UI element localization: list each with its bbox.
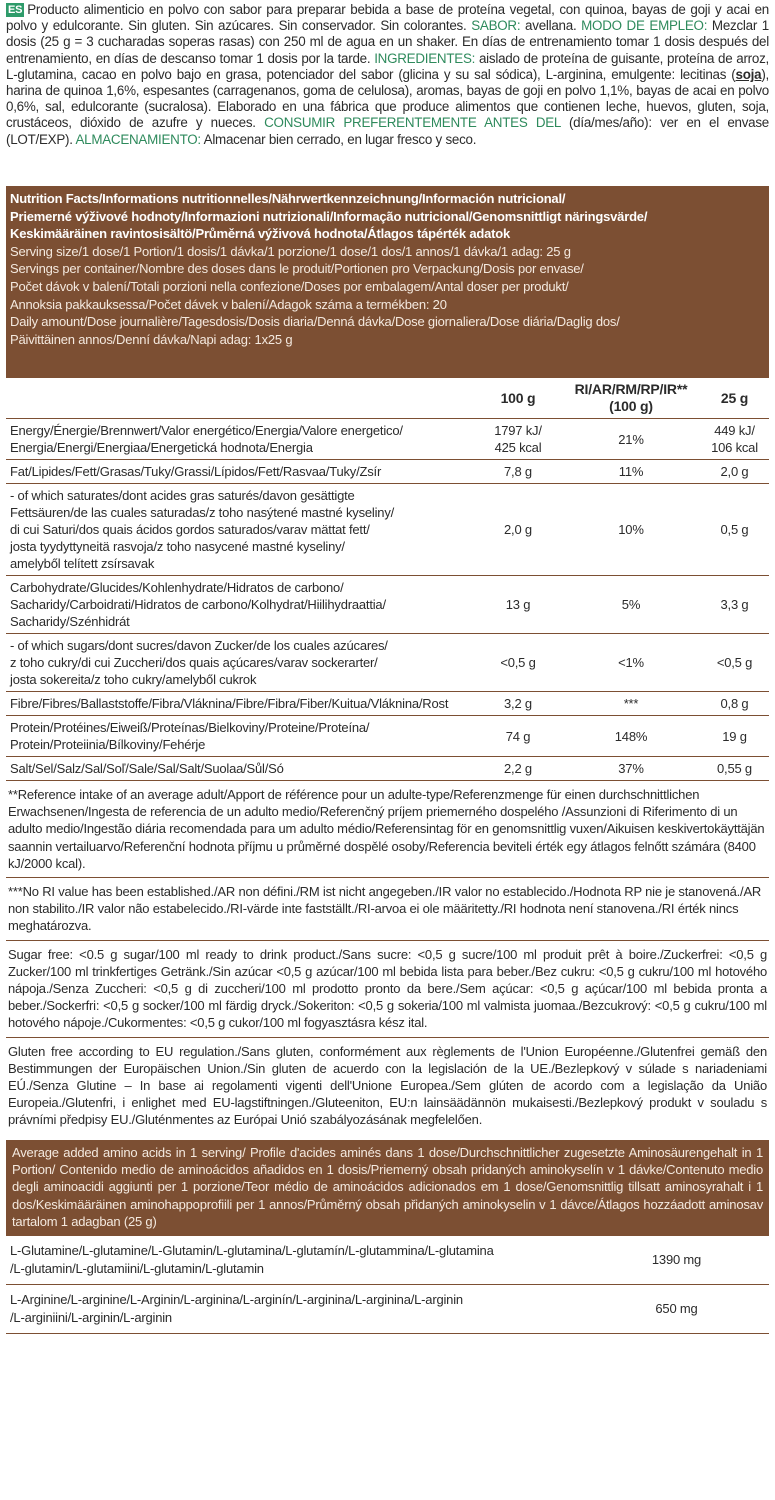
value-per-serving: 0,8 g xyxy=(700,692,769,716)
nutrient-name: Salt/Sel/Salz/Sal/Soľ/Sale/Sal/Salt/Suolaa/Sůl/Só xyxy=(6,757,474,781)
amino-acid-amount: 650 mg xyxy=(584,1284,769,1333)
no-ri-note: ***No RI value has been established./AR non défini./RM ist nicht angegeben./IR valor no establecido./Hodnota RP nie je stanovená./AR non stabilito./IR valor não estabelecido./RI-värde inte fastställt./RI-arvoa ei ole määritetty./RI hodnota není stanovena./RI érték nincs meghatározva. xyxy=(6,878,769,941)
best-before-label: CONSUMIR PREFERENTEMENTE ANTES DEL xyxy=(264,115,561,131)
amino-acid-row xyxy=(6,1236,769,1285)
value-per-serving: 3,3 g xyxy=(700,576,769,634)
nutrition-title-2: Priemerné výživové hodnoty/Informazioni nutrizionali/Informação nutricional/Genomsnittligt näringsvärde/ xyxy=(10,208,648,224)
amino-acid-header-box: Average added amino acids in 1 serving/ Profile d'acides aminés dans 1 dose/Durchschnittlicher zugesetzte Aminosäurengehalt in 1 Portion/ Contenido medio de aminoácidos añadidos en 1 dosis/Priemerný obsah pridaných aminokyselín v 1 dávke/Contenuto medio degli aminoacidi aggiunti per 1 porzione/Teor médio de aminoácidos adicionados em 1 dose/Genomsnittlig tillsatt aminosyrahalt i 1 dos/Keskimääräinen aminohappoprofiili per 1 annos/Průměrný obsah přidaných aminokyselin v 1 dávce/Átlagos hozzáadott aminosav tartalom 1 adagban (25 g) xyxy=(6,1140,769,1236)
reference-intake-percent: 5% xyxy=(562,576,700,634)
value-per-100g: 2,2 g xyxy=(474,757,562,781)
nutrient-name: Carbohydrate/Glucides/Kohlenhydrate/Hidratos de carbono/ Sacharidy/Carboidrati/Hidratos de carbono/Kolhydrat/Hiilihydraattia/ Sacharidy/Szénhidrát xyxy=(6,576,474,634)
nutrient-name: Energy/Énergie/Brennwert/Valor energético/Energia/Valore energetico/ Energia/Energi/Energiaa/Energetická hodnota/Energia xyxy=(6,419,474,460)
reference-intake-percent: <1% xyxy=(562,634,700,692)
daily-line-1: Daily amount/Dose journalière/Tagesdosis/Dosis diaria/Denná dávka/Dose giornaliera/Dose diária/Daglig dos/ xyxy=(10,314,620,330)
ingredients-text-b: ), harina de quinoa 1,6%, espesantes (carragenanos, goma de celulosa), aromas, bayas de goji en polvo 1,1%, bayas de acai en polvo 0,6%, sal, edulcorante (sucralosa). Elaborado en una fábrica que produce alimentos que contienen leche, huevos, gluten, soja, crustáceos, dióxido de azufre y nueces. xyxy=(6,66,769,131)
amino-acid-table xyxy=(6,1236,769,1334)
reference-intake-note: **Reference intake of an average adult/Apport de référence pour un adulte-type/Referenzmenge für einen durchschnittlichen Erwachsenen/Ingesta de referencia de un adulto medio/Referenčný príjem priemerného dospelého /Assunzioni di Riferimento di un adulto medio/Ingestão diária recomendada para um adulto médio/Referensintag för en genomsnittlig vuxen/Aikuisen keskivertokäyttäjän saannin vertailuarvo/Referenční hodnota příjmu u průměrné dospělé osoby/Referencia beviteli érték egy átlagos felnőtt számára (8400 kJ/2000 kcal). xyxy=(6,781,769,878)
nutrient-name: Fibre/Fibres/Ballaststoffe/Fibra/Vláknina/Fibre/Fibra/Fiber/Kuitua/Vláknina/Rost xyxy=(6,692,474,716)
reference-intake-percent: 11% xyxy=(562,460,700,484)
ingredients-label: INGREDIENTES: xyxy=(374,50,476,66)
nutrition-row xyxy=(6,634,769,692)
amino-acid-row xyxy=(6,1284,769,1333)
nutrition-row xyxy=(6,460,769,484)
servings-line-1: Servings per container/Nombre des doses dans le produit/Portionen pro Verpackung/Dosis por envase/ xyxy=(10,261,584,277)
column-header xyxy=(6,378,474,419)
value-per-100g: 2,0 g xyxy=(474,484,562,576)
value-per-100g: 1797 kJ/ 425 kcal xyxy=(474,419,562,460)
servings-line-2: Počet dávok v balení/Totali porzioni nella confezione/Doses por embalagem/Antal doser per produkt/ xyxy=(10,278,569,294)
storage-label: ALMACENAMIENTO: xyxy=(75,131,201,147)
value-per-serving: 2,0 g xyxy=(700,460,769,484)
value-per-100g: 3,2 g xyxy=(474,692,562,716)
reference-intake-percent: 21% xyxy=(562,419,700,460)
value-per-100g: 7,8 g xyxy=(474,460,562,484)
reference-intake-percent: 37% xyxy=(562,757,700,781)
nutrition-row xyxy=(6,419,769,460)
nutrition-header-box xyxy=(6,186,769,378)
value-per-100g: 74 g xyxy=(474,716,562,757)
allergen-soja: soja xyxy=(735,66,762,82)
nutrition-row xyxy=(6,757,769,781)
ingredients-text-a: aislado de proteína de guisante, proteína de arroz, L-glutamina, cacao en polvo bajo en grasa, potenciador del sabor (glicina y su sal sódica), L-arginina, emulgente: lecitinas ( xyxy=(6,50,769,82)
amino-acid-name: L-Glutamine/L-glutamine/L-Glutamin/L-glutamina/L-glutamín/L-glutammina/L-glutamina /L-glutamin/L-glutamiini/L-glutamin/L-glutamin xyxy=(6,1236,584,1285)
value-per-100g: <0,5 g xyxy=(474,634,562,692)
value-per-serving: 19 g xyxy=(700,716,769,757)
nutrition-table xyxy=(6,378,769,781)
nutrition-row xyxy=(6,484,769,576)
amino-acid-amount: 1390 mg xyxy=(584,1236,769,1285)
serving-size: Serving size/1 dose/1 Portion/1 dosis/1 dávka/1 porzione/1 dose/1 dos/1 annos/1 dávka/1 adag: 25 g xyxy=(10,243,571,259)
column-header: RI/AR/RM/RP/IR** (100 g) xyxy=(562,378,700,419)
nutrient-name: - of which saturates/dont acides gras saturés/davon gesättigte Fettsäuren/de las cuales saturadas/z toho nasýtené mastné kyseliny/ di cui Saturi/dos quais ácidos gordos saturados/varav mättat fett/ josta tyydyttyneitä rasvoja/z toho nasycené mastné kyseliny/ amelyből telített zsírsavak xyxy=(6,484,474,576)
column-header: 25 g xyxy=(700,378,769,419)
language-badge-es: ES xyxy=(8,4,23,16)
servings-line-3: Annoksia pakkauksessa/Počet dávek v balení/Adagok száma a termékben: 20 xyxy=(10,296,447,312)
nutrition-table-header xyxy=(6,378,769,419)
nutrient-name: Fat/Lipides/Fett/Grasas/Tuky/Grassi/Lípidos/Fett/Rasvaa/Tuky/Zsír xyxy=(6,460,474,484)
value-per-serving: 449 kJ/ 106 kcal xyxy=(700,419,769,460)
best-before-value: (día/mes/año): ver en el envase (LOT/EXP). xyxy=(6,115,769,147)
reference-intake-percent: 10% xyxy=(562,484,700,576)
sugar-free-note: Sugar free: <0.5 g sugar/100 ml ready to drink product./Sans sucre: <0,5 g sucre/100 ml produit prêt à boire./Zuckerfrei: <0,5 g Zucker/100 ml trinkfertiges Getränk./Sin azúcar <0,5 g azúcar/100 ml bebida lista para beber./Bez cukru: <0,5 g cukru/100 ml hotového nápoja./Senza Zuccheri: <0,5 g di zuccheri/100 ml prodotto pronto da bere./Sem açúcar: <0,5 g açúcar/100 ml bebida pronta a beber./Sockerfri: <0,5 g socker/100 ml färdig dryck./Sokeriton: <0,5 g sokeria/100 ml valmista juomaa./Bezcukrový: <0,5 g cukru/100 ml hotového nápoje./Cukormentes: <0,5 g cukor/100 ml fogyasztásra kész ital. xyxy=(6,941,769,1038)
usage-label: MODO DE EMPLEO: xyxy=(581,18,708,34)
nutrition-row xyxy=(6,576,769,634)
value-per-serving: <0,5 g xyxy=(700,634,769,692)
nutrient-name: Protein/Protéines/Eiweiß/Proteínas/Bielkoviny/Proteine/Proteína/ Protein/Proteiinia/Bílkoviny/Fehérje xyxy=(6,716,474,757)
storage-value: Almacenar bien cerrado, en lugar fresco y seco. xyxy=(200,131,477,147)
reference-intake-percent: *** xyxy=(562,692,700,716)
nutrition-row xyxy=(6,692,769,716)
gluten-free-note: Gluten free according to EU regulation./Sans gluten, conformément aux règlements de l'Union Européenne./Glutenfrei gemäß den Bestimmungen der Europäischen Union./Sin gluten de acuerdo con la legislación de la UE./Bezlepkový v súlade s nariadeniami EÚ./Senza Glutine – In base ai regolamenti vigenti dell'Unione Europea./Sem glúten de acordo com a legislação da União Europeia./Glutenfri, i enlighet med EU-lagstiftningen./Gluteeniton, EU:n lainsäädännön mukaisesti./Bezlepkový produkt v souladu s právními předpisy EU./Gluténmentes az Európai Unió szabályozásának megfelelően. xyxy=(8,1043,767,1128)
reference-intake-percent: 148% xyxy=(562,716,700,757)
column-header: 100 g xyxy=(474,378,562,419)
intro-text: Producto alimenticio en polvo con sabor para preparar bebida a base de proteína vegetal, con quinoa, bayas de goji y acai en polvo y edulcorante. Sin gluten. Sin azúcares. Sin conservador. Sin colorantes. xyxy=(6,2,769,34)
nutrition-row xyxy=(6,716,769,757)
value-per-serving: 0,55 g xyxy=(700,757,769,781)
amino-acid-name: L-Arginine/L-arginine/L-Arginin/L-arginina/L-arginín/L-arginina/L-arginina/L-arginin /L-arginiini/L-arginin/L-arginin xyxy=(6,1284,584,1333)
value-per-100g: 13 g xyxy=(474,576,562,634)
flavor-label: SABOR: xyxy=(471,18,521,34)
value-per-serving: 0,5 g xyxy=(700,484,769,576)
flavor-value: avellana. xyxy=(520,18,582,34)
daily-line-2: Päivittäinen annos/Denní dávka/Napi adag: 1x25 g xyxy=(10,331,293,347)
usage-value: Mezclar 1 dosis (25 g = 3 cucharadas soperas rasas) con 250 ml de agua en un shaker. En días de entrenamiento tomar 1 dosis después del entrenamiento, en días de descanso tomar 1 dosis por la tarde. xyxy=(6,18,769,66)
nutrition-title-1: Nutrition Facts/Informations nutritionnelles/Nährwertkennzeichnung/Información nutricional/ xyxy=(10,191,566,206)
nutrient-name: - of which sugars/dont sucres/davon Zucker/de los cuales azúcares/ z toho cukry/di cui Zuccheri/dos quais açúcares/varav sockerarter/ josta sokereita/z toho cukry/amelyből cukrok xyxy=(6,634,474,692)
product-description xyxy=(6,2,769,180)
nutrition-title-3: Keskimääräinen ravintosisältö/Průměrná výživová hodnota/Átlagos tápérték adatok xyxy=(10,226,511,242)
